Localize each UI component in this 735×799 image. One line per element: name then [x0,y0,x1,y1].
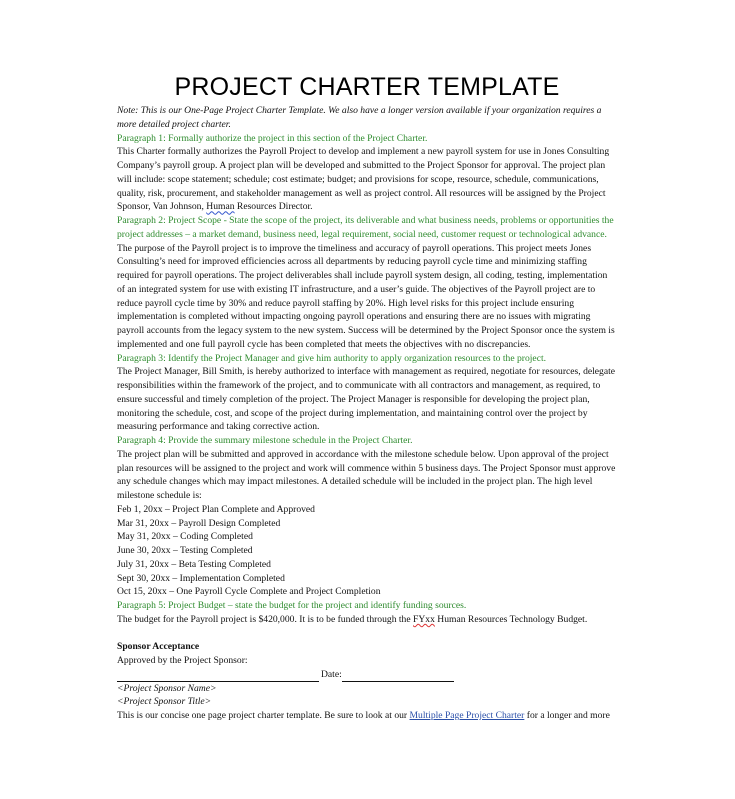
milestone-item: Oct 15, 20xx – One Payroll Cycle Complete and Project Completion [117,586,381,598]
milestone-list [117,503,617,599]
paragraph-1-instruction: Paragraph 1: Formally authorize the project in this section of the Project Charter. [117,132,428,144]
footer-text [117,709,617,723]
footer-text-start: This is our concise one page project charter template. Be sure to look at our [117,710,410,721]
intro-note: Note: This is our One-Page Project Charter Template. We also have a longer version available if your organization requires a more detailed project charter. [117,105,602,130]
paragraph-1-body [117,145,617,214]
paragraph-3-instruction: Paragraph 3: Identify the Project Manager and give him authority to apply organization resources to the project. [117,352,547,364]
document-title: PROJECT CHARTER TEMPLATE [174,73,560,101]
date-field[interactable] [342,670,454,682]
milestone-item: Feb 1, 20xx – Project Plan Complete and Approved [117,503,315,515]
grammar-flagged-word[interactable]: Human [206,201,235,213]
sponsor-title-placeholder: <Project Sponsor Title> [117,696,212,708]
date-label: Date: [321,668,342,680]
paragraph-5-text-end: Human Resources Technology Budget. [434,613,588,625]
signature-date-line [117,668,617,682]
blank-line [117,627,617,641]
approved-by-label: Approved by the Project Sponsor: [117,655,248,666]
spelling-flagged-word[interactable]: FYxx [413,613,435,625]
paragraph-5-instruction: Paragraph 5: Project Budget – state the budget for the project and identify funding sources. [117,600,467,611]
sponsor-name-placeholder: <Project Sponsor Name> [117,682,217,694]
paragraph-3-body: The Project Manager, Bill Smith, is hereby authorized to interface with management as required, negotiate for resources, delegate responsibilities within the framework of the project, and to communicate with all contractors and management, as required, to ensure successful and timely completion of the project. The Project Manager is responsible for developing the project plan, monitoring the schedule, cost, and scope of the project during implementation, and maintaining control over the project by measuring performance and taking corrective action. [117,366,616,433]
paragraph-1-text-end: Resources Director. [234,201,313,213]
milestone-item: June 30, 20xx – Testing Completed [117,545,253,556]
milestone-item: July 31, 20xx – Beta Testing Completed [117,558,271,570]
signature-field[interactable] [117,670,319,682]
footer-text-end: for a longer and more [524,710,610,721]
paragraph-4-body: The project plan will be submitted and approved in accordance with the milestone schedule below. Upon approval of the project plan resources will be assigned to the project and work will commence within 5 business days. The Project Sponsor must approve any schedule changes which may impact milestones. A detailed schedule will be included in the project plan. The high level milestone schedule is: [117,448,616,501]
paragraph-5-body [117,613,617,627]
sponsor-acceptance-heading: Sponsor Acceptance [117,641,200,653]
paragraph-2-body: The purpose of the Payroll project is to improve the timeliness and accuracy of payroll operations. This project meets Jones Consulting’s need for improved efficiencies across all departments by reducing payroll cycle time and minimizing staffing required for payroll operations. The project deliverables shall include payroll system design, all coding, testing, implementation of an integrated system for use with existing IT infrastructure, and a user’s guide. The objectives of the Payroll project are to reduce payroll cycle time by 30% and reduce payroll staffing by 20%. High level risks for this project include ensuring implementation is completed without impacting ongoing payroll operations and ensuring there are no issues with migrating payroll accounts from the legacy system to the new system. Success will be determined by the Project Sponsor once the system is implemented and one full payroll cycle has been completed that meets the objectives with no discrepancies. [117,242,615,350]
document-page [117,73,617,723]
paragraph-1-text: This Charter formally authorizes the Payroll Project to develop and implement a new payroll system for use in Jones Consulting Company’s payroll group. A project plan will be developed and submitted to the Project Sponsor for approval. The project plan will include: scope statement; schedule; cost estimate; budget; and provisions for scope, resource, schedule, communications, quality, risk, procurement, and stakeholder management as well as project control. All resources will be assigned by the Project Sponsor, Van Johnson, [117,146,610,213]
milestone-item: Mar 31, 20xx – Payroll Design Completed [117,517,281,529]
paragraph-2-instruction: Paragraph 2: Project Scope - State the scope of the project, its deliverable and what business needs, problems or opportunities the project addresses – a market demand, business need, legal requirement, social need, customer request or technological advance. [117,215,614,240]
multiple-page-charter-link[interactable]: Multiple Page Project Charter [409,710,525,721]
milestone-item: May 31, 20xx – Coding Completed [117,531,253,543]
paragraph-5-text: The budget for the Payroll project is $420,000. It is to be funded through the [117,613,414,625]
paragraph-4-instruction: Paragraph 4: Provide the summary milestone schedule in the Project Charter. [117,435,413,446]
milestone-item: Sept 30, 20xx – Implementation Completed [117,572,285,584]
